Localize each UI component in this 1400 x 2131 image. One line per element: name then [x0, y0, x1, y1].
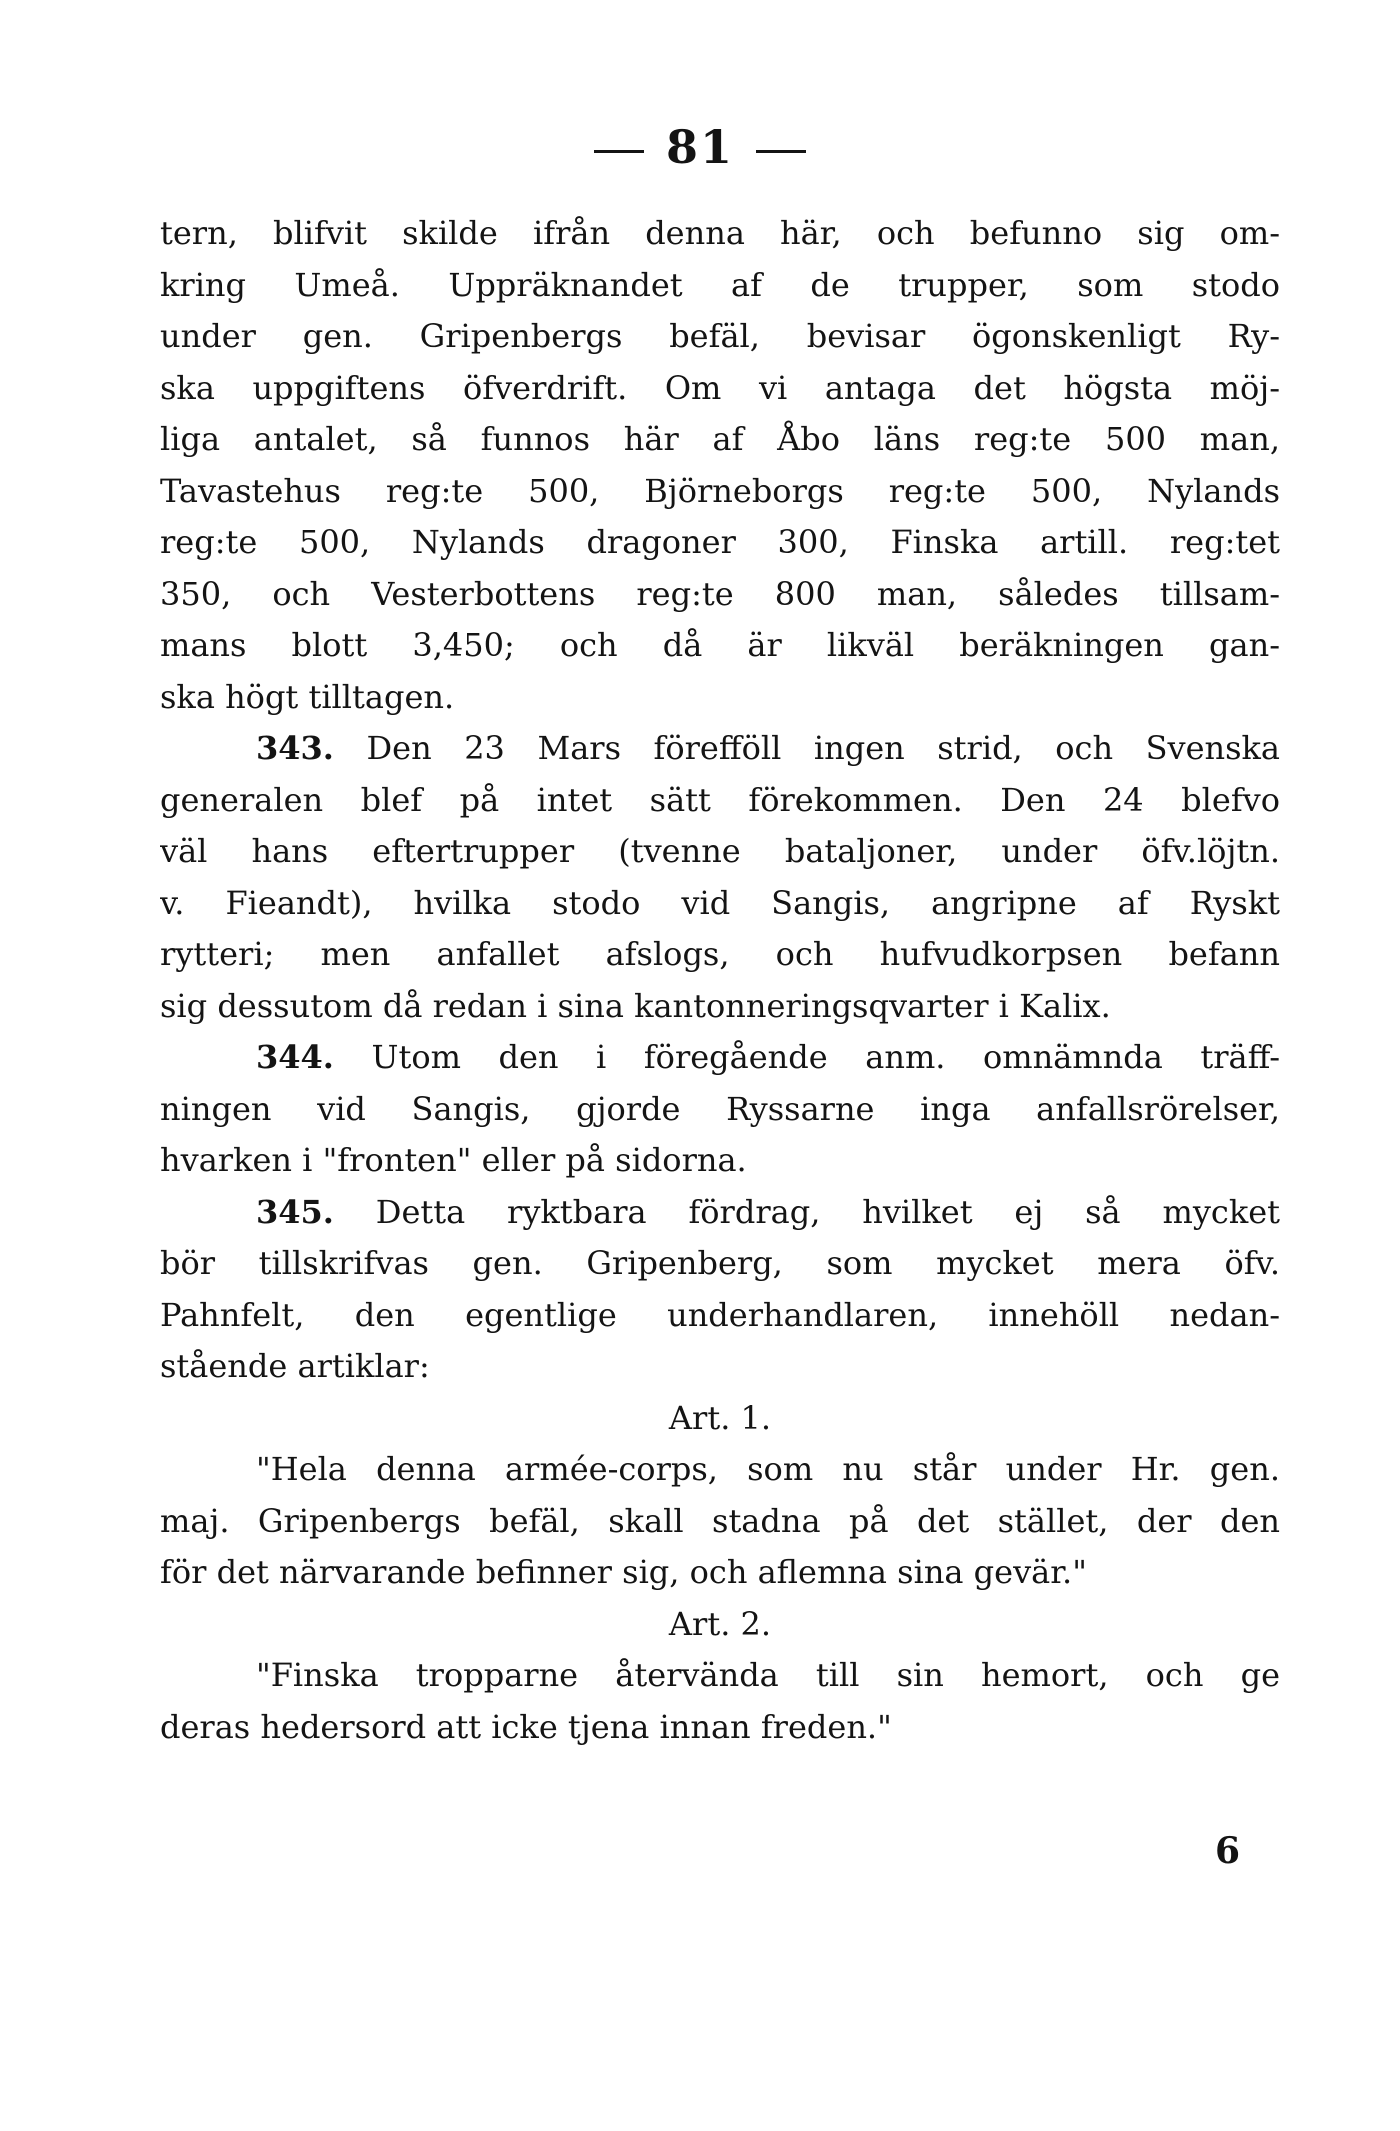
text-line: sig dessutom då redan i sina kantonneringsqvarter i Kalix.	[160, 986, 1111, 1025]
page-text	[160, 208, 1280, 1753]
section-345-line: 345. Detta ryktbara fördrag, hvilket ej så mycket	[256, 1192, 1280, 1231]
article-text-line: "Finska tropparne återvända till sin hemort, och ge	[256, 1656, 1280, 1694]
header-dash-right	[756, 150, 806, 153]
text-line: stående artiklar:	[160, 1347, 430, 1385]
section-number: 344.	[256, 1038, 334, 1076]
section-343-line: 343. Den 23 Mars förefföll ingen strid, och Svenska	[256, 729, 1280, 767]
text-line: 350, och Vesterbottens reg:te 800 man, således tillsam-	[160, 574, 1280, 613]
text-line: generalen blef på intet sätt förekommen. Den 24 blefvo	[160, 780, 1280, 819]
text-line: mans blott 3,450; och då är likväl beräkningen gan-	[160, 626, 1280, 664]
text-line: väl hans eftertrupper (tvenne bataljoner, under öfv.löjtn.	[160, 832, 1280, 870]
article-heading: Art. 1.	[668, 1398, 772, 1437]
article-text-line: deras hedersord att icke tjena innan freden."	[160, 1707, 892, 1746]
text-line: kring Umeå. Uppräknandet af de trupper, som stodo	[160, 265, 1280, 304]
header-dash-left	[594, 150, 644, 153]
text-line: Tavastehus reg:te 500, Björneborgs reg:te 500, Nylands	[160, 471, 1280, 510]
article-text-line: maj. Gripenbergs befäl, skall stadna på det stället, der den	[160, 1501, 1280, 1540]
text-line: tern, blifvit skilde ifrån denna här, och befunno sig om-	[160, 214, 1280, 252]
text-line: v. Fieandt), hvilka stodo vid Sangis, angripne af Ryskt	[160, 883, 1280, 922]
text-line: bör tillskrifvas gen. Gripenberg, som mycket mera öfv.	[160, 1244, 1280, 1282]
signature-mark: 6	[1214, 1830, 1240, 1872]
section-number: 343.	[256, 729, 334, 767]
text-line: ska uppgiftens öfverdrift. Om vi antaga det högsta möj-	[160, 368, 1280, 407]
text-line: rytteri; men anfallet afslogs, och hufvudkorpsen befann	[160, 935, 1280, 973]
text-line: under gen. Gripenbergs befäl, bevisar ögonskenligt Ry-	[160, 317, 1280, 355]
section-number: 345.	[256, 1192, 334, 1231]
section-344-line: 344. Utom den i föregående anm. omnämnda träff-	[256, 1038, 1280, 1076]
text-line: hvarken i "fronten" eller på sidorna.	[160, 1141, 747, 1179]
page-number-top: 81	[665, 120, 734, 174]
text-line: liga antalet, så funnos här af Åbo läns reg:te 500 man,	[160, 420, 1280, 458]
article-text-line: för det närvarande befinner sig, och aflemna sina gevär."	[160, 1553, 1087, 1591]
text-line: ska högt tilltagen.	[160, 677, 455, 716]
page-header	[0, 120, 1400, 174]
text-line: reg:te 500, Nylands dragoner 300, Finska artill. reg:tet	[160, 523, 1280, 561]
article-text-line: "Hela denna armée-corps, som nu står under Hr. gen.	[256, 1450, 1280, 1488]
text-line: ningen vid Sangis, gjorde Ryssarne inga anfallsrörelser,	[160, 1089, 1280, 1128]
text-line: Pahnfelt, den egentlige underhandlaren, innehöll nedan-	[160, 1295, 1280, 1334]
article-heading: Art. 2.	[668, 1604, 772, 1643]
